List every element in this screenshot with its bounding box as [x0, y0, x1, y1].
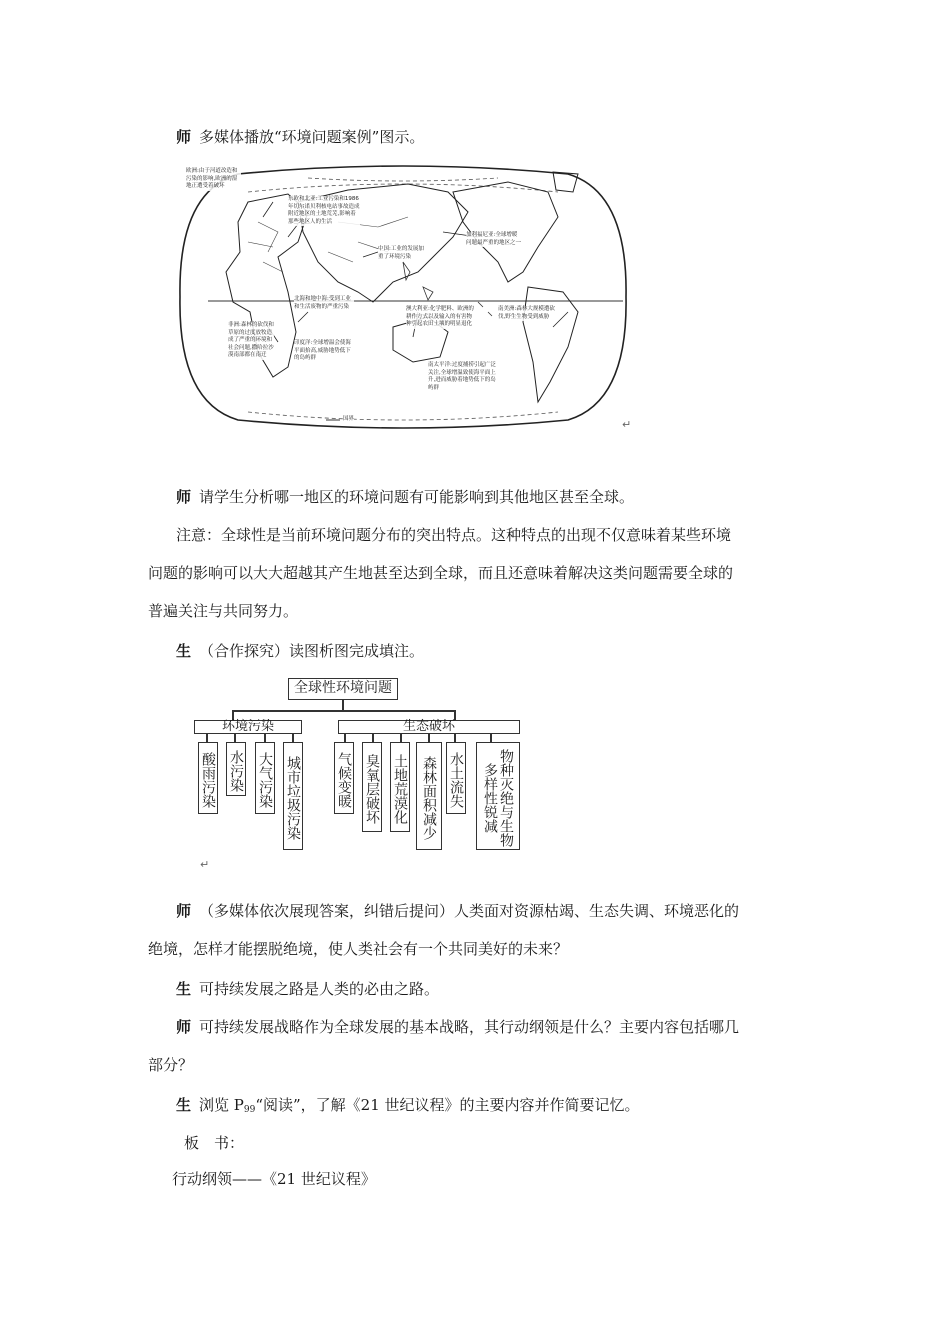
paragraph-text: 多媒体播放“环境问题案例”图示。: [199, 128, 425, 146]
tree-leaf-desertification: 土地荒漠化: [390, 742, 410, 832]
tree-leaf-air-pollution: 大气污染: [255, 742, 275, 814]
tree-leaf-urban-waste: 城市垃圾污染: [283, 742, 303, 850]
return-mark: ↵: [200, 858, 210, 871]
page-number-subscript: 99: [243, 1105, 256, 1115]
tree-leaf-ozone: 臭氧层破坏: [362, 742, 382, 832]
tree-leaf-warming: 气候变暖: [334, 742, 354, 814]
note-line-3: 普遍关注与共同努力。: [148, 602, 299, 620]
speaker-label: 生: [176, 980, 192, 998]
world-map-graphic: [178, 162, 628, 432]
paragraph-teacher-1: [148, 118, 808, 156]
speaker-label: 师: [176, 488, 192, 506]
map-label-south-pacific: 南太平洋:过度捕捞引起广泛关注,全球增温致使海平面上升,进而威胁着地势低下的岛屿群: [428, 362, 496, 391]
return-mark: ↵: [622, 418, 632, 431]
map-label-australia: 澳大利亚:化学肥料、欧洲的耕作方式以及输入的有害物种引起农田土壤的明显退化: [406, 306, 476, 329]
environment-issue-tree: [192, 676, 532, 856]
paragraph-student-1: [148, 632, 808, 670]
tree-leaf-water-pollution: 水污染: [226, 742, 246, 796]
paragraph-teacher-4: [148, 1008, 808, 1084]
paragraph-teacher-3: [148, 892, 808, 968]
tree-leaf-forest-loss: [416, 742, 442, 850]
paragraph-line-1: 可持续发展战略作为全球发展的基本战略，其行动纲领是什么？主要内容包括哪几: [199, 1018, 740, 1036]
paragraph-text-post: “阅读”，了解《21 世纪议程》的主要内容并作简要记忆。: [255, 1096, 640, 1114]
note-line-2: 问题的影响可以大大超越其产生地甚至达到全球，而且还意味着解决这类问题需要全球的: [148, 564, 734, 582]
paragraph-text: （合作探究）读图析图完成填注。: [199, 642, 425, 660]
tree-branch-pollution: 环境污染: [194, 720, 302, 734]
tree-leaf-forest-loss-text: 森林面积减少: [421, 755, 437, 840]
paragraph-teacher-2: [148, 478, 808, 516]
tree-root: 全球性环境问题: [288, 678, 398, 700]
paragraph-student-2: [148, 970, 808, 1008]
map-label-africa: 非洲:森林的砍伐和草原的过度放牧造成了严重的环境和社会问题,撒哈拉沙漠南部都在南迁: [228, 322, 274, 358]
map-label-south-america: 南美洲:森林大规模遭砍伐,野生生物受到威胁: [498, 306, 555, 320]
map-label-china: 中国:工业的发展加重了环境污染: [378, 246, 428, 261]
note-line-1: 注意：全球性是当前环境问题分布的突出特点。这种特点的出现不仅意味着某些环境: [176, 526, 732, 544]
paragraph-line-2: 绝境，怎样才能摆脱绝境，使人类社会有一个共同美好的未来？: [148, 940, 569, 958]
board-heading: 板 书：: [184, 1134, 245, 1152]
paragraph-line-2: 部分？: [148, 1056, 194, 1074]
map-label-europe: 欧洲:由于河道改造和污染的影响,欧洲的湿地正遭受着破坏: [186, 168, 241, 191]
speaker-label: 师: [176, 128, 192, 146]
speaker-label: 生: [176, 642, 192, 660]
board-content: 行动纲领——《21 世纪议程》: [172, 1170, 376, 1188]
speaker-label: 生: [176, 1096, 192, 1114]
tree-leaf-acid-rain: 酸雨污染: [198, 742, 218, 814]
tree-leaf-species: 物种灭绝与生物多样性锐减: [476, 742, 520, 850]
paragraph-text: 请学生分析哪一地区的环境问题有可能影响到其他地区甚至全球。: [199, 488, 635, 506]
map-label-california: 加利福尼亚:全球增暖问题最严重的地区之一: [466, 232, 522, 246]
paragraph-line-1: （多媒体依次展现答案，纠错后提问）人类面对资源枯竭、生态失调、环境恶化的: [199, 902, 740, 920]
paragraph-note: [148, 516, 808, 630]
paragraph-student-3: [148, 1086, 808, 1127]
paragraph-text-pre: 浏览 P: [199, 1096, 244, 1114]
map-label-east-europe: 东欧和北亚:工业污染和1986年切尔诺贝利核电站事故造成附近地区的土地荒芜,影响着那些地区人的生活: [288, 196, 360, 225]
map-label-north-sea: 北海和地中海:受到工业和生活废物的严重污染: [294, 296, 354, 311]
tree-leaf-soil-erosion: 水土流失: [446, 742, 466, 814]
map-legend-border: 国界: [343, 416, 355, 422]
paragraph-text: 可持续发展之路是人类的必由之路。: [199, 980, 440, 998]
world-map-figure: [178, 162, 628, 432]
tree-branch-ecology: 生态破坏: [338, 720, 520, 734]
map-label-indian-ocean: 印度洋:全球增温会使海平面抬高,威胁地势低下的岛屿群: [294, 340, 351, 361]
speaker-label: 师: [176, 1018, 192, 1036]
speaker-label: 师: [176, 902, 192, 920]
